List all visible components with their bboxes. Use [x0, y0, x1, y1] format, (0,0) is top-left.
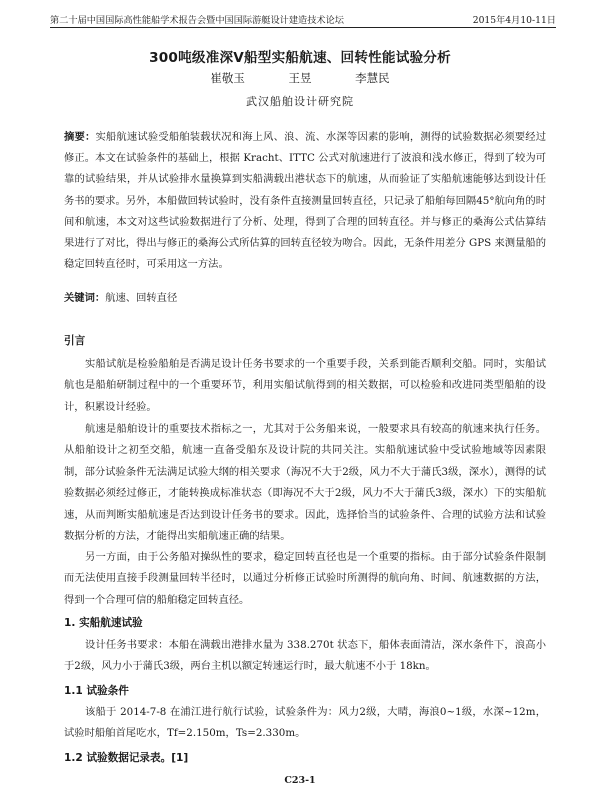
abstract-label: 摘要： [64, 131, 96, 143]
page-number: C23-1 [284, 775, 316, 786]
keywords [64, 288, 546, 309]
conference-date: 2015年4月10-11日 [472, 15, 556, 26]
intro-heading: 引言 [64, 335, 86, 347]
section-1-1-paragraph: 该船于 2014-7-8 在浦江进行航行试验，试验条件为：风力2级，大晴，海浪0~1级，水深~12m，试验时船舶首尾吃水，Tf=2.150m，Ts=2.330m。 [64, 706, 546, 740]
section-1-paragraph: 设计任务书要求：本船在满载出港排水量为 338.270t 状态下，船体表面清洁，深水条件下，浪高小于2级，风力小于蒲氏3级，两台主机以额定转速运行时，最大航速不小于 18kn。 [64, 639, 546, 673]
intro-paragraph: 航速是船舶设计的重要技术指标之一，尤其对于公务船来说，一般要求具有较高的航速来执行任务。从船舶设计之初至交船，航速一直备受船东及设计院的共同关注。实船航速试验中受试验地域等因素限制，部分试验条件无法满足试验大纲的相关要求（海况不大于2级，风力不大于蒲氏3级，深水），测得的试验数据必须经过修正，才能转换成标准状态（即海况不大于2级，风力不大于蒲氏3级，深水）下的实船航速，从而判断实船航速是否达到设计任务书的要求。因此，选择恰当的试验条件、合理的试验方法和试验数据分析的方法，才能得出实船航速正确的结果。 [64, 423, 546, 543]
paper-title: 300吨级准深V船型实船航速、回转性能试验分析 [149, 50, 451, 66]
keywords-text: 航速、回转直径 [105, 292, 178, 304]
author-list [0, 70, 600, 86]
keywords-label: 关键词： [64, 292, 106, 304]
intro-paragraph: 实船试航是检验船舶是否满足设计任务书要求的一个重要手段，关系到能否顺利交船。同时，实船试航也是船舶研制过程中的一个重要环节，利用实船试航得到的相关数据，可以检验和改进同类型船舶的设计，积累设计经验。 [64, 358, 546, 413]
affiliation: 武汉船舶设计研究院 [246, 95, 354, 108]
running-header [50, 12, 556, 28]
section-1-2-heading: 1.2 试验数据记录表。[1] [64, 752, 189, 764]
author-name: 王昱 [288, 71, 312, 85]
abstract [64, 127, 546, 275]
author-name: 李慧民 [355, 71, 390, 85]
abstract-text: 实船航速试验受船舶装载状况和海上风、浪、流、水深等因素的影响，测得的试验数据必须要经过修正。本文在试验条件的基础上，根据 Kracht、ITTC 公式对航速进行了波浪和浅水修正，得到了较为可靠的试验结果，并从试验排水量换算到实船满载出港状态下的航速，从而验证了实船航速能够达到设计任务书的要求。另外，本船做回转试验时，没有条件直接测量回转直径，只记录了船舶每回隔45°航向角的时间和航速，本文对这些试验数据进行了分析、处理，得到了合理的回转直径。并与修正的桑海公式估算结果进行了对比，得出与修正的桑海公式所估算的回转直径较为吻合。因此，无条件用差分 GPS 来测量船的稳定回转直径时，可采用这一方法。 [64, 131, 547, 271]
section-1-heading: 1. 实船航速试验 [64, 617, 143, 629]
author-name: 崔敬玉 [210, 71, 245, 85]
section-1-1-heading: 1.1 试验条件 [64, 685, 129, 697]
intro-paragraph: 另一方面，由于公务船对操纵性的要求，稳定回转直径也是一个重要的指标。由于部分试验条件限制而无法使用直接手段测量回转半径时，以通过分析修正试验时所测得的航向角、时间、航速数据的方法，得到一个合理可信的船舶稳定回转直径。 [64, 551, 546, 606]
conference-name: 第二十届中国国际高性能船学术报告会暨中国国际游艇设计建造技术论坛 [50, 15, 344, 26]
